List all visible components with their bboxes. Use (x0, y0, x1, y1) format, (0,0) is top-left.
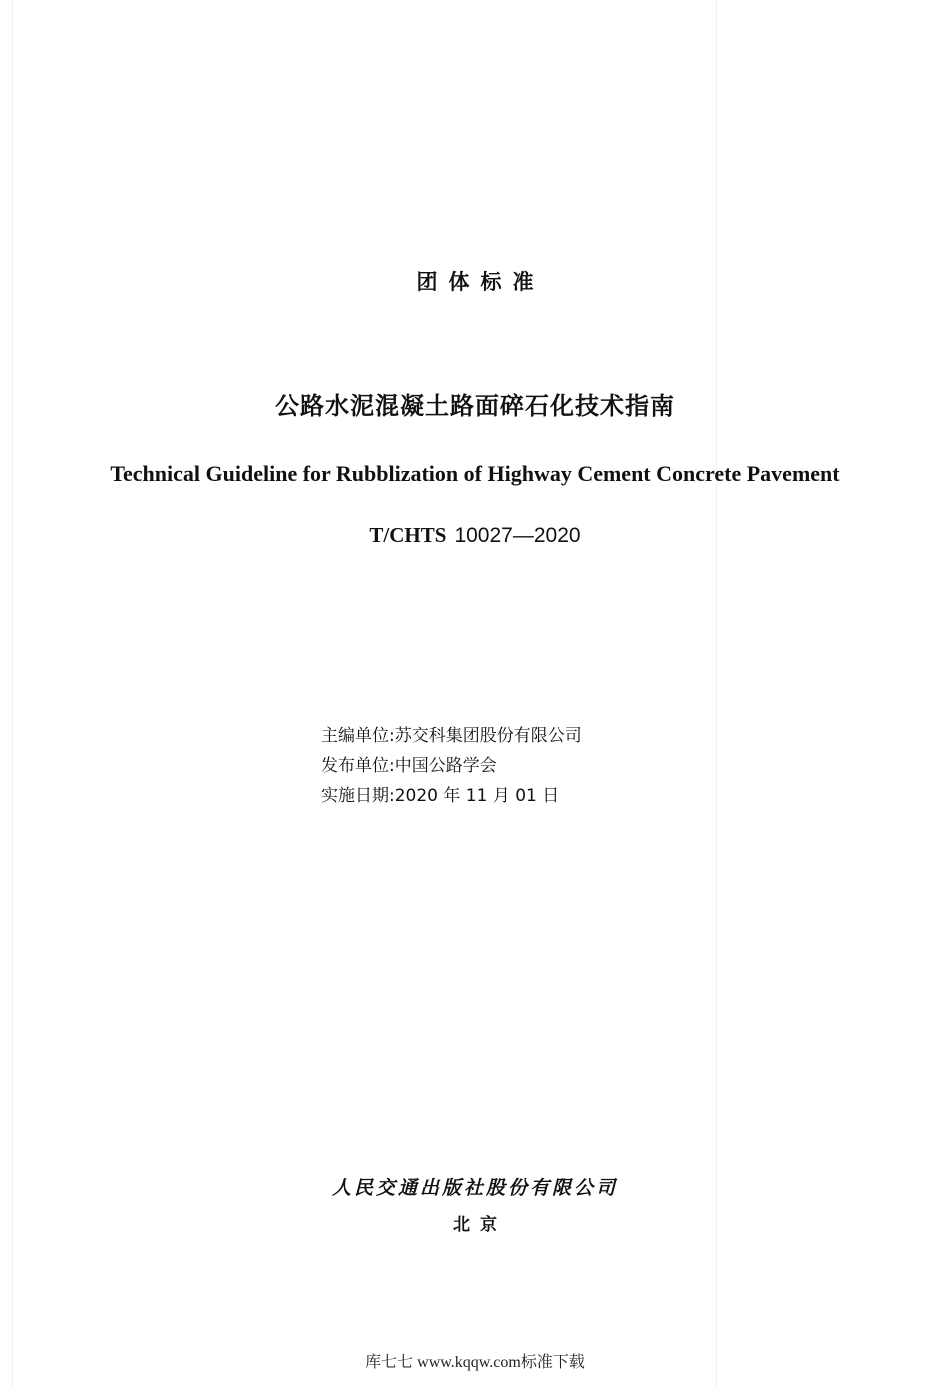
publisher-name: 人民交通出版社股份有限公司 (331, 1177, 618, 1199)
editor-value: 苏交科集团股份有限公司 (394, 726, 582, 746)
issuer-row (321, 751, 582, 781)
effective-date-label: 实施日期: (321, 786, 395, 806)
standard-code: 10027—2020 (454, 524, 581, 547)
editor-row (321, 721, 582, 751)
effective-date-value: 2020 年 11 月 01 日 (394, 786, 560, 806)
editor-label: 主编单位: (321, 726, 395, 746)
standard-prefix: T/CHTS (369, 523, 447, 547)
footer-watermark: 库七七 www.kqqw.com标准下载 (365, 1354, 585, 1371)
standard-number (0, 523, 950, 548)
effective-date-row (321, 781, 582, 811)
document-metadata (321, 721, 582, 811)
issuer-value: 中国公路学会 (394, 756, 497, 776)
issuer-label: 发布单位: (321, 756, 395, 776)
publisher-city: 北京 (453, 1215, 507, 1235)
document-title-english: Technical Guideline for Rubblization of Highway Cement Concrete Pavement (110, 461, 840, 486)
standard-category: 团体标准 (416, 270, 545, 294)
document-title-chinese: 公路水泥混凝土路面碎石化技术指南 (275, 392, 675, 420)
